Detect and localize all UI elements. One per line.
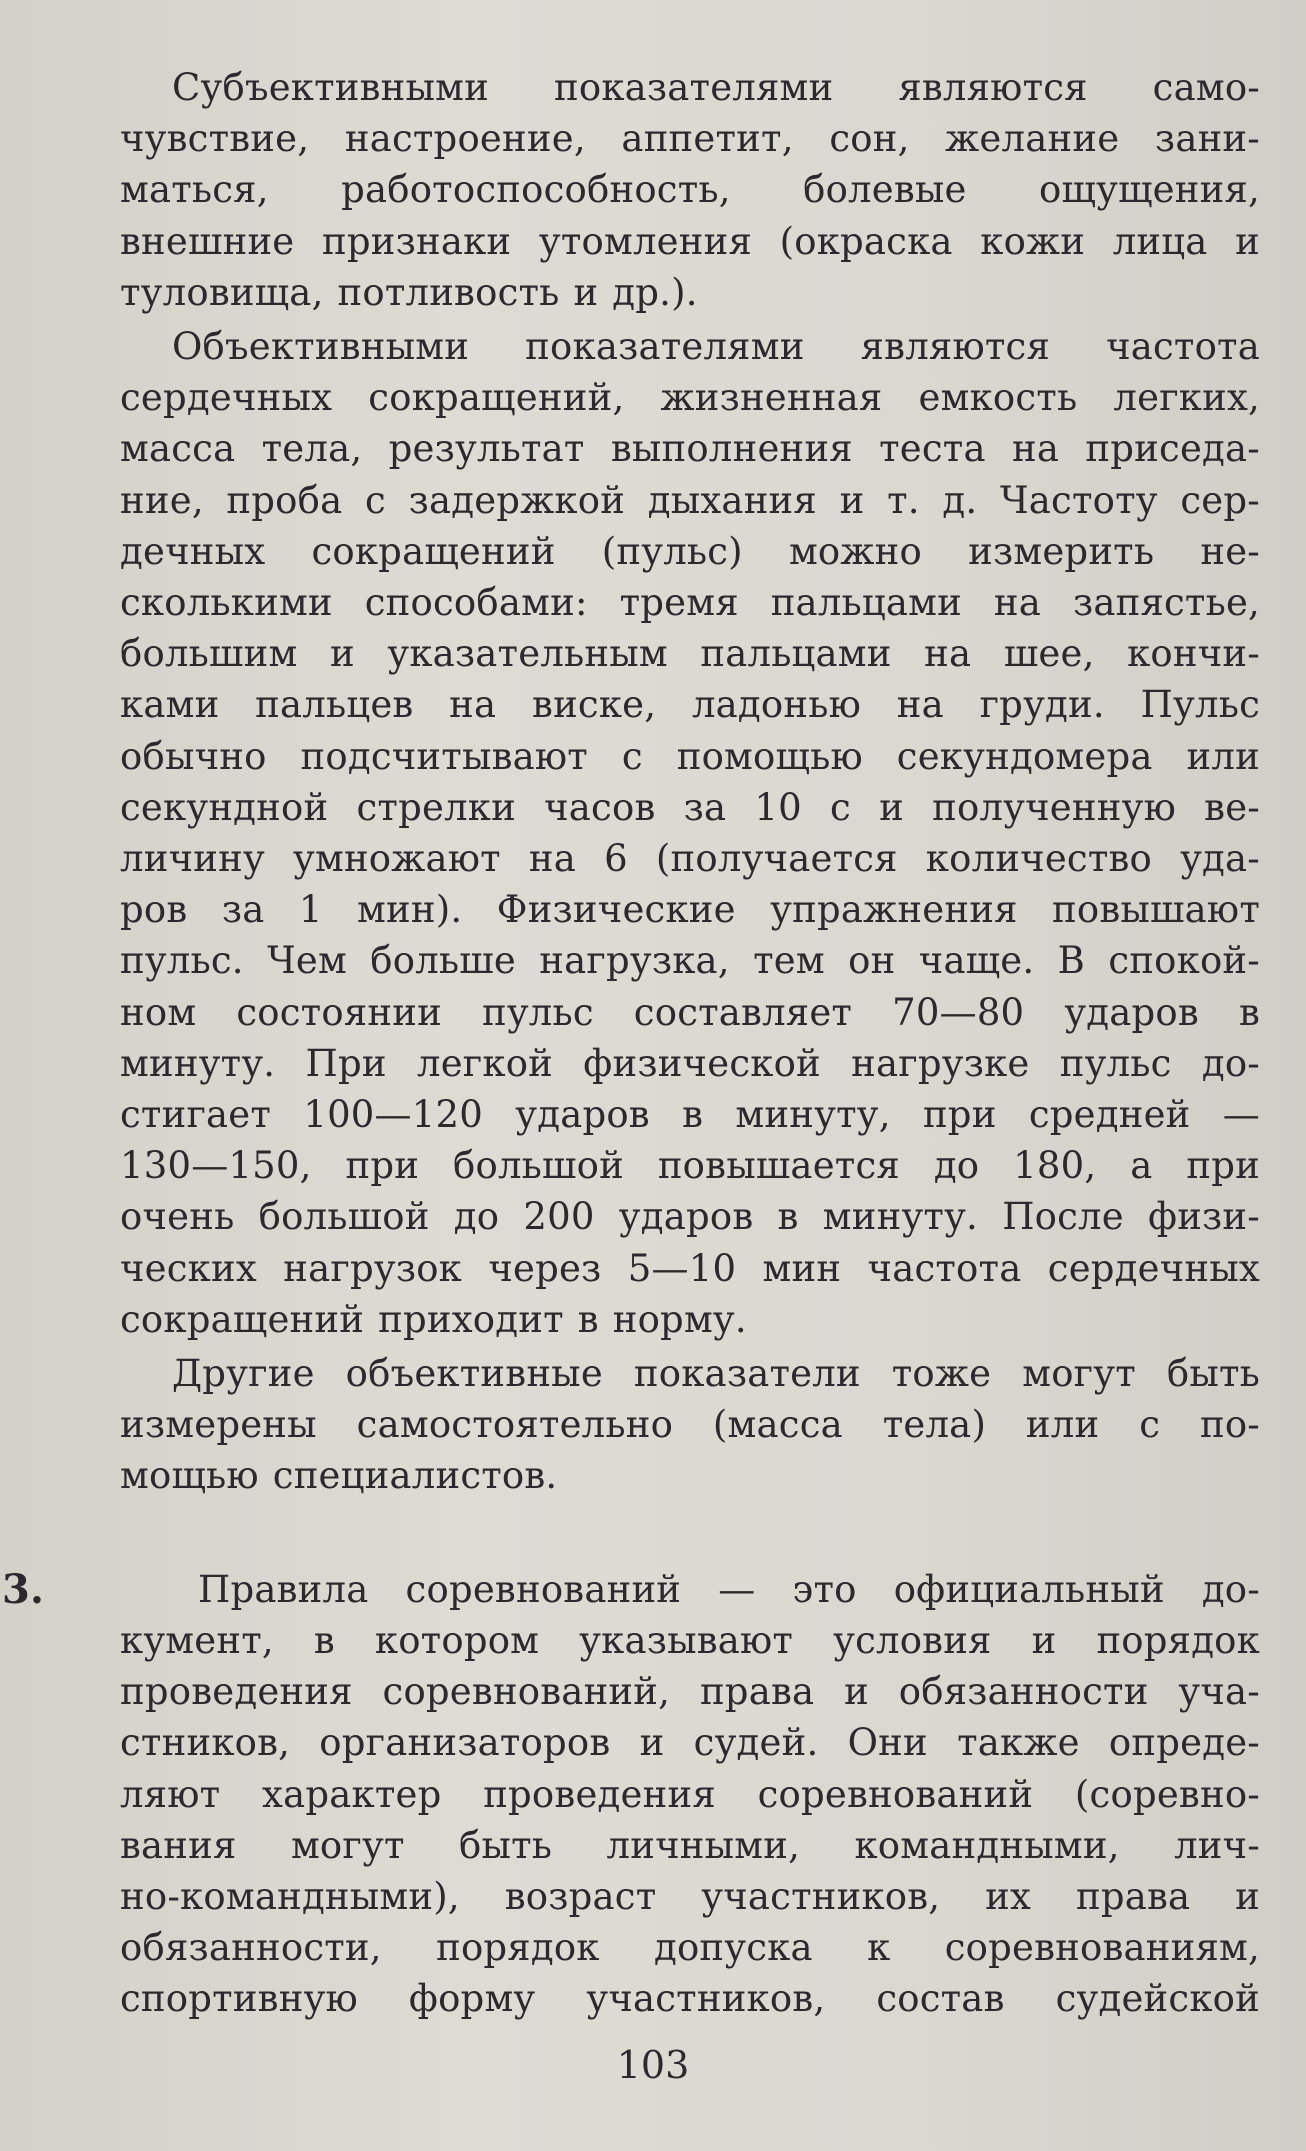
text-line: Правила соревнований — это официальный до- bbox=[198, 1567, 1260, 1611]
paragraph-other-indicators bbox=[120, 1348, 1260, 1502]
text-line: минуту. При легкой физической нагрузке пульс до- bbox=[120, 1041, 1260, 1085]
paragraph-objective-indicators bbox=[120, 321, 1260, 1345]
text-line: ляют характер проведения соревнований (соревно- bbox=[120, 1772, 1260, 1816]
text-line: ров за 1 мин). Физические упражнения повышают bbox=[120, 888, 1260, 932]
text-line: но-командными), возраст участников, их права и bbox=[120, 1874, 1260, 1918]
text-line: чувствие, настроение, аппетит, сон, желание зани- bbox=[120, 117, 1260, 161]
text-line: стников, организаторов и судей. Они также опреде- bbox=[120, 1721, 1260, 1765]
text-line: дечных сокращений (пульс) можно измерить не- bbox=[120, 529, 1260, 573]
text-line: ческих нагрузок через 5—10 мин частота сердечных bbox=[120, 1246, 1260, 1290]
text-line: спортивную форму участников, состав судейской bbox=[120, 1977, 1260, 2021]
page-body bbox=[2, 62, 1260, 2025]
text-line: очень большой до 200 ударов в минуту. После физи- bbox=[120, 1195, 1260, 1239]
section-3-competition-rules bbox=[2, 1564, 1260, 2025]
text-line: масса тела, результат выполнения теста на приседа- bbox=[120, 427, 1260, 471]
text-line: Другие объективные показатели тоже могут быть bbox=[172, 1352, 1260, 1396]
paragraph-subjective-indicators bbox=[120, 62, 1260, 318]
text-line: маться, работоспособность, болевые ощущения, bbox=[120, 168, 1260, 212]
text-line: внешние признаки утомления (окраска кожи лица и bbox=[120, 219, 1260, 263]
text-line: туловища, потливость и др.). bbox=[120, 270, 698, 314]
text-line: ние, проба с задержкой дыхания и т. д. Частоту сер- bbox=[120, 478, 1260, 522]
text-line: проведения соревнований, права и обязанности уча- bbox=[120, 1670, 1260, 1714]
text-line: Объективными показателями являются частота bbox=[172, 325, 1260, 369]
text-line: вания могут быть личными, командными, лич- bbox=[120, 1823, 1260, 1867]
text-line: сердечных сокращений, жизненная емкость легких, bbox=[120, 376, 1260, 420]
section-number: 3. bbox=[2, 1565, 45, 1613]
text-line: мощью специалистов. bbox=[120, 1454, 558, 1498]
text-line: 130—150, при большой повышается до 180, а при bbox=[120, 1144, 1260, 1188]
text-line: кумент, в котором указывают условия и порядок bbox=[120, 1618, 1260, 1662]
text-line: большим и указательным пальцами на шее, кончи- bbox=[120, 632, 1260, 676]
text-line: личину умножают на 6 (получается количество уда- bbox=[120, 837, 1260, 881]
text-line: секундной стрелки часов за 10 с и полученную ве- bbox=[120, 785, 1260, 829]
page-number: 103 bbox=[616, 2043, 690, 2087]
text-line: ном состоянии пульс составляет 70—80 ударов в bbox=[120, 990, 1260, 1034]
text-line: стигает 100—120 ударов в минуту, при средней — bbox=[120, 1093, 1260, 1137]
text-line: сокращений приходит в норму. bbox=[120, 1297, 747, 1341]
text-line: измерены самостоятельно (масса тела) или с по- bbox=[120, 1403, 1260, 1447]
text-line: обязанности, порядок допуска к соревнованиям, bbox=[120, 1926, 1260, 1970]
text-line: сколькими способами: тремя пальцами на запястье, bbox=[120, 581, 1260, 625]
text-line: Субъективными показателями являются само- bbox=[172, 66, 1260, 109]
text-line: обычно подсчитывают с помощью секундомера или bbox=[120, 734, 1260, 778]
text-line: пульс. Чем больше нагрузка, тем он чаще. В спокой- bbox=[120, 939, 1260, 983]
text-line: ками пальцев на виске, ладонью на груди. Пульс bbox=[120, 683, 1260, 727]
